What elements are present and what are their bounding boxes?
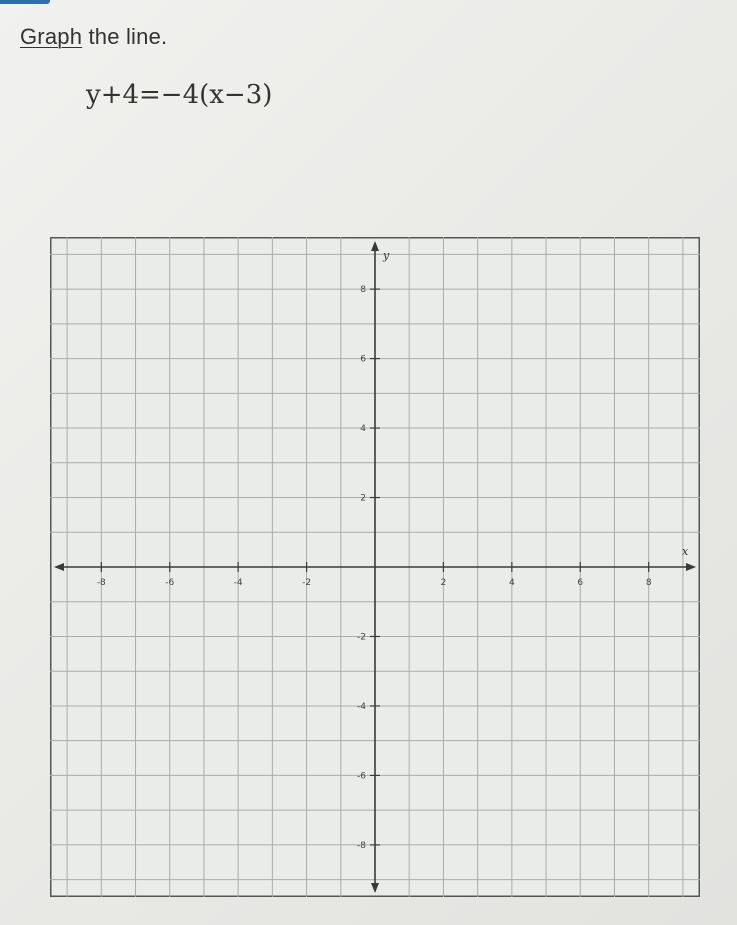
y-tick-label: 2: [360, 493, 366, 504]
x-tick-label: 2: [440, 578, 447, 588]
x-tick-label: 4: [508, 578, 515, 588]
coordinate-grid[interactable]: [50, 237, 700, 897]
y-tick-label: 8: [360, 285, 366, 296]
x-tick-label: -8: [96, 578, 106, 588]
y-tick-label: -8: [357, 840, 366, 851]
x-tick-label: -6: [165, 578, 175, 588]
x-tick-label: -4: [233, 578, 243, 588]
y-tick-label: 4: [360, 424, 366, 435]
x-tick-label: 6: [577, 578, 584, 588]
graph-help-link[interactable]: Graph: [20, 24, 83, 49]
y-tick-label: -6: [357, 771, 366, 782]
x-axis-label: x: [682, 545, 689, 558]
y-axis-label: y: [383, 249, 390, 262]
x-tick-label: 8: [645, 578, 652, 588]
prompt-text: the line.: [88, 24, 168, 49]
question-prompt: [20, 24, 167, 50]
top-accent-marker: [0, 0, 50, 4]
x-tick-label: -2: [302, 578, 312, 588]
y-tick-label: 6: [360, 354, 366, 365]
graphing-panel[interactable]: [50, 237, 700, 897]
line-equation: y+4=−4(x−3): [86, 80, 273, 110]
y-tick-label: -2: [357, 632, 366, 643]
y-tick-label: -4: [357, 701, 366, 712]
